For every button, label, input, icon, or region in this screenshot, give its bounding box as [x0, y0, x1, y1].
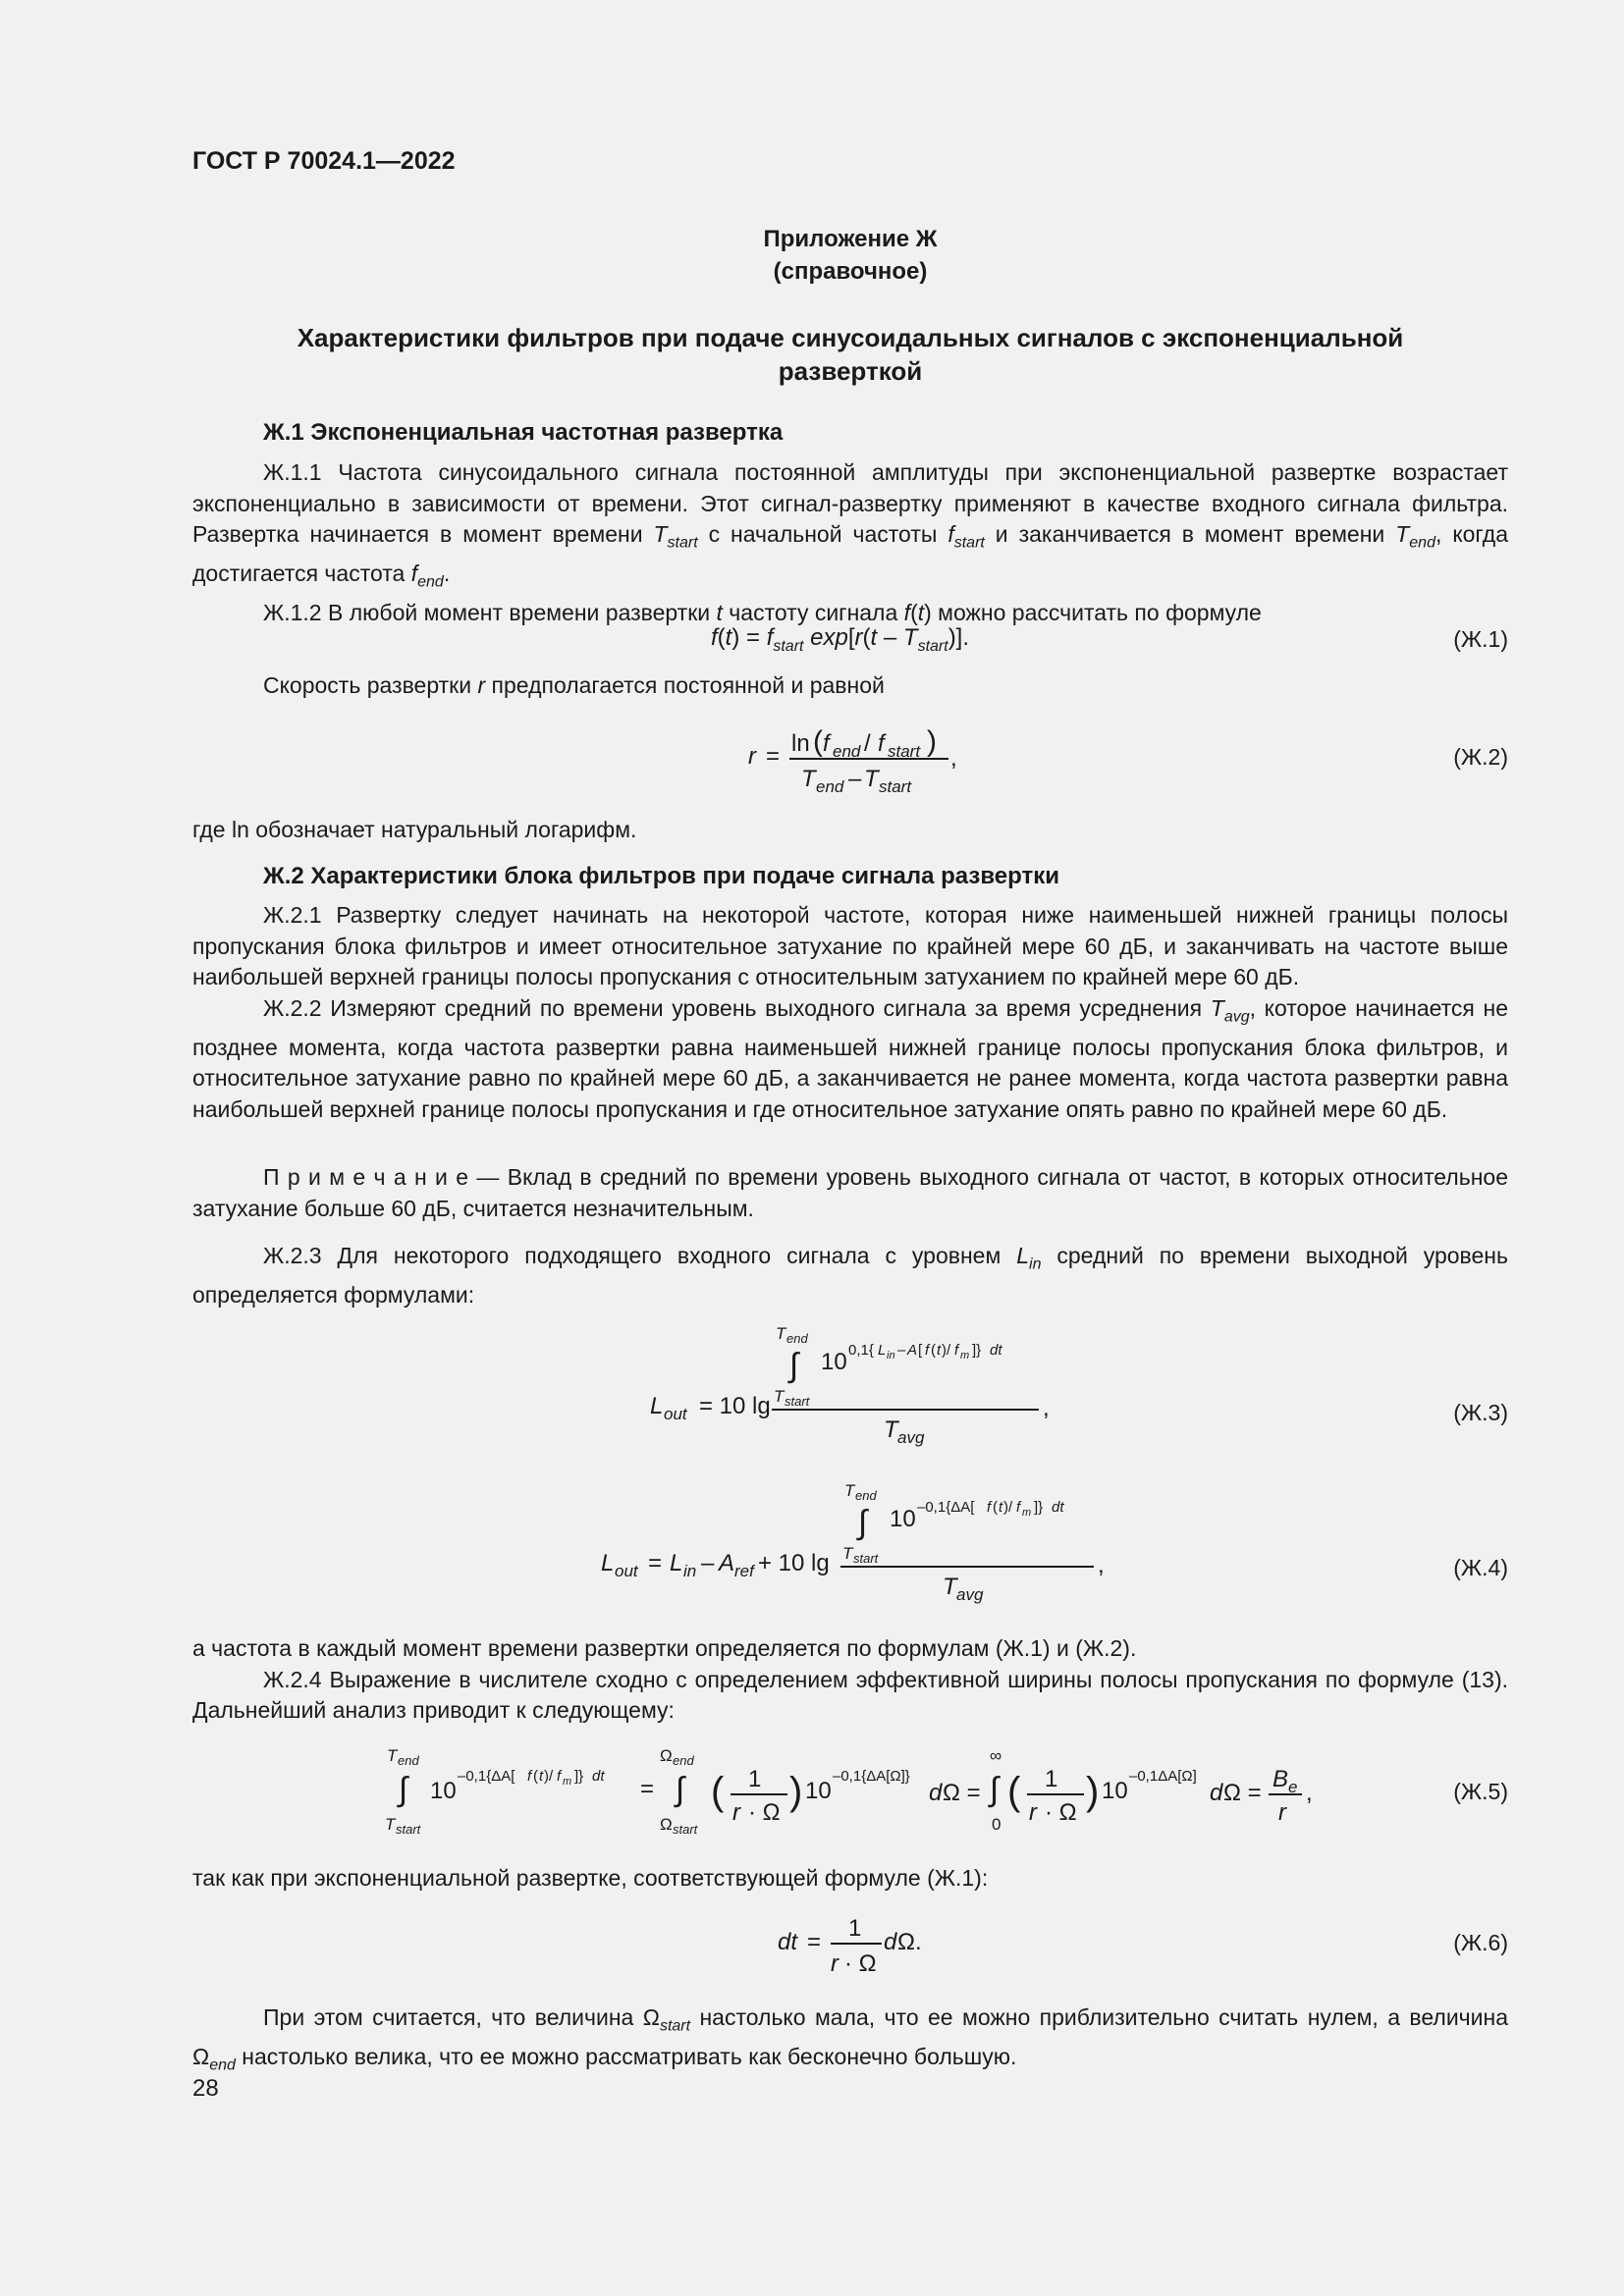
- svg-text:t: t: [999, 1499, 1003, 1516]
- appendix-type: (справочное): [773, 258, 928, 285]
- svg-text:–: –: [701, 1550, 715, 1576]
- equation-number: (Ж.6): [1453, 1930, 1508, 1955]
- svg-text:–: –: [897, 1342, 906, 1359]
- svg-text:(: (: [931, 1342, 936, 1359]
- svg-text:T: T: [801, 766, 816, 792]
- text-run: а частота в каждый момент времени развертки определяется по формулам (Ж.1) и (Ж.2).: [192, 1635, 1137, 1661]
- svg-text:10: 10: [1102, 1778, 1128, 1804]
- svg-text:out: out: [664, 1405, 687, 1423]
- svg-text:/: /: [864, 730, 871, 757]
- svg-text:T: T: [943, 1574, 957, 1600]
- svg-text:t: t: [937, 1342, 942, 1359]
- document-header: ГОСТ Р 70024.1—2022: [192, 147, 456, 175]
- svg-text:dt: dt: [778, 1929, 798, 1955]
- equation-number: (Ж.2): [1453, 744, 1508, 770]
- section-2-paragraph-4: [192, 1633, 1508, 1727]
- svg-text:10: 10: [430, 1778, 457, 1804]
- svg-text:Ω: Ω: [660, 1815, 673, 1834]
- formula-zh6: [766, 1904, 943, 1983]
- svg-text:m: m: [563, 1776, 572, 1788]
- text-run: Ж.2.3 Для некоторого подходящего входного сигнала с уровнем: [263, 1243, 1017, 1268]
- svg-text:–0,1ΔA[Ω]: –0,1ΔA[Ω]: [1129, 1768, 1197, 1785]
- equation-number: (Ж.1): [1453, 626, 1508, 652]
- svg-text:· Ω: · Ω: [748, 1799, 781, 1826]
- svg-text:–0,1{ΔA[Ω]}: –0,1{ΔA[Ω]}: [833, 1768, 910, 1785]
- svg-text:f: f: [954, 1342, 959, 1359]
- svg-text:t: t: [539, 1768, 544, 1785]
- formula-zh1: $f(t) = f_{start}$ $\exp[r(t - T_{start})]$.: [711, 624, 970, 655]
- svg-text:dt: dt: [592, 1768, 605, 1785]
- text-run: , которое начинается не позднее момента, когда частота развертки равна наименьшей нижней границе полосы пропускания блока фильтров, и относительное затухание равно по крайней мере 60 дБ, а заканчивается не ранее момента, когда частота развертки равна наибольшей верхней границе полосы пропускания и где относительное затухание опять равно по крайней мере 60 дБ.: [192, 994, 1508, 1122]
- svg-text:T: T: [884, 1416, 898, 1443]
- svg-text:B: B: [1272, 1766, 1289, 1792]
- appendix-label: Приложение Ж: [763, 226, 938, 252]
- section-1-paragraph-4: [192, 815, 1508, 846]
- text-run: с начальной частоты: [697, 521, 948, 547]
- svg-text:)/: )/: [1003, 1499, 1013, 1516]
- section-1-paragraph-3: Скорость развертки r предполагается постоянной и равной: [263, 672, 885, 698]
- svg-text:r: r: [1029, 1799, 1037, 1826]
- svg-text:avg: avg: [956, 1585, 984, 1604]
- svg-text:(: (: [813, 725, 823, 758]
- svg-text:10: 10: [821, 1349, 847, 1375]
- svg-text:end: end: [816, 777, 844, 796]
- svg-text:L: L: [878, 1342, 887, 1359]
- svg-text:): ): [1086, 1770, 1100, 1813]
- svg-text:end: end: [855, 1488, 877, 1503]
- svg-text:∫: ∫: [858, 1504, 868, 1541]
- svg-text:d: d: [884, 1929, 897, 1955]
- svg-text:T: T: [842, 1544, 853, 1563]
- svg-text:d: d: [929, 1780, 943, 1806]
- svg-text:r: r: [748, 743, 756, 770]
- svg-text:(: (: [993, 1499, 998, 1516]
- svg-text:10: 10: [890, 1506, 916, 1532]
- equation-number: (Ж.5): [1453, 1779, 1508, 1804]
- svg-text:f: f: [1016, 1499, 1021, 1516]
- svg-text:end: end: [673, 1753, 694, 1768]
- svg-text:f: f: [878, 730, 885, 757]
- svg-text:–: –: [848, 766, 862, 792]
- text-run: настолько мала, что ее можно приблизительно считать нулем, а величина: [690, 2004, 1508, 2030]
- svg-text:e: e: [1288, 1778, 1298, 1796]
- text-run: , когда достигается частота: [192, 521, 1508, 587]
- svg-text:,: ,: [1043, 1395, 1050, 1421]
- svg-text:1: 1: [848, 1915, 862, 1942]
- svg-text:∫: ∫: [399, 1771, 408, 1808]
- svg-text:f: f: [557, 1768, 562, 1785]
- text-run: частоту сигнала: [722, 600, 904, 626]
- svg-text:]}: ]}: [1034, 1499, 1044, 1516]
- svg-text:m: m: [1022, 1507, 1032, 1519]
- svg-text:Ω =: Ω =: [943, 1780, 981, 1806]
- svg-text:T: T: [776, 1324, 786, 1343]
- text-run: Скорость развертки: [263, 672, 478, 698]
- svg-text:Ω: Ω: [660, 1746, 673, 1765]
- svg-text:start: start: [396, 1822, 421, 1837]
- svg-text:f: f: [527, 1768, 532, 1785]
- text-run: Ж.2.1 Развертку следует начинать на некоторой частоте, которая ниже наименьшей нижней границы полосы пропускания блока фильтров и имеет относительное затухание по крайней мере 60 дБ, и заканчивать на частоте выше наибольшей верхней границы полосы пропускания с относительным затуханием по крайней мере 60 дБ.: [192, 902, 1508, 989]
- svg-text:,: ,: [950, 745, 957, 772]
- text-run: так как при экспоненциальной развертке, соответствующей формуле (Ж.1):: [192, 1865, 989, 1891]
- svg-text:,: ,: [1098, 1552, 1105, 1578]
- svg-text:r: r: [1278, 1799, 1286, 1826]
- svg-text:f: f: [925, 1342, 930, 1359]
- text-run: где ln обозначает натуральный логарифм.: [192, 817, 637, 842]
- svg-text:· Ω: · Ω: [1045, 1799, 1077, 1826]
- appendix-title: [192, 321, 1508, 388]
- text-run: При этом считается, что величина: [263, 2004, 643, 2030]
- svg-text:m: m: [960, 1350, 970, 1362]
- text-run: предполагается постоянной и равной: [485, 672, 885, 698]
- svg-text:[: [: [918, 1342, 923, 1359]
- svg-text:=: =: [807, 1929, 822, 1955]
- svg-text:∫: ∫: [990, 1771, 1000, 1808]
- svg-text:–0,1{ΔA[: –0,1{ΔA[: [458, 1768, 515, 1785]
- svg-text:(: (: [1007, 1770, 1021, 1813]
- text-run: Ж.1.2 В любой момент времени развертки: [263, 600, 717, 626]
- svg-text:Ω =: Ω =: [1223, 1780, 1262, 1806]
- svg-text:ln: ln: [791, 730, 810, 757]
- equation-number: (Ж.4): [1453, 1555, 1508, 1580]
- svg-text:Ω.: Ω.: [897, 1929, 922, 1955]
- note: [192, 1162, 1508, 1224]
- svg-text:=: =: [640, 1776, 655, 1802]
- text-run: Ж.2.2 Измеряют средний по времени уровень выходного сигнала за время усреднения: [263, 994, 1211, 1021]
- svg-text:in: in: [887, 1350, 895, 1362]
- svg-text:1: 1: [1045, 1766, 1058, 1792]
- svg-text:]}: ]}: [972, 1342, 982, 1359]
- svg-text:d: d: [1210, 1780, 1223, 1806]
- section-heading-1: Ж.1 Экспоненциальная частотная развертка: [263, 419, 784, 446]
- title-line-1: Характеристики фильтров при подаче синусоидальных сигналов с экспоненциальной: [297, 323, 1404, 352]
- text-run: можно рассчитать по формуле: [931, 600, 1262, 626]
- svg-text:T: T: [385, 1815, 396, 1834]
- svg-text:]}: ]}: [574, 1768, 584, 1785]
- svg-text:end: end: [786, 1331, 808, 1346]
- formula-zh5: [373, 1739, 1335, 1847]
- equation-number: (Ж.3): [1453, 1400, 1508, 1425]
- svg-text:A: A: [907, 1342, 918, 1359]
- svg-text:f: f: [823, 730, 830, 757]
- note-text: — Вклад в средний по времени уровень выходного сигнала от частот, в которых относительное затухание больше 60 дБ, считается незначительным.: [192, 1164, 1508, 1221]
- svg-text:start: start: [853, 1551, 879, 1566]
- title-line-2: разверткой: [778, 356, 923, 386]
- text-run: настолько велика, что ее можно рассматривать как бесконечно большую.: [235, 2044, 1017, 2070]
- svg-text:T: T: [387, 1746, 398, 1765]
- text-run: и заканчивается в момент времени: [984, 521, 1396, 547]
- svg-text:T: T: [864, 766, 879, 792]
- svg-text:+ 10 lg: + 10 lg: [758, 1550, 830, 1576]
- svg-text:∫: ∫: [676, 1771, 685, 1808]
- svg-text:L: L: [601, 1550, 615, 1576]
- svg-text:): ): [789, 1770, 803, 1813]
- formula-zh4: [589, 1472, 1119, 1610]
- svg-text:)/: )/: [544, 1768, 554, 1785]
- section-2-paragraph-7: При этом считается, что величина $\Omega_{start}$ настолько мала, что ее можно приблизительно считать нулем, а величина $\Omega_{end}$ настолько велика, что ее можно рассматривать как бесконечно большую.: [192, 2004, 1508, 2074]
- svg-text:start: start: [673, 1822, 698, 1837]
- svg-text:=: =: [648, 1550, 663, 1576]
- svg-text:0: 0: [992, 1815, 1001, 1834]
- svg-text:L: L: [670, 1550, 683, 1576]
- svg-text:1: 1: [748, 1766, 762, 1792]
- svg-text:L: L: [650, 1393, 664, 1419]
- section-2-paragraph-6: [192, 1863, 1508, 1895]
- svg-text:(: (: [533, 1768, 538, 1785]
- section-2-paragraphs: Ж.2.1 Развертку следует начинать на некоторой частоте, которая ниже наименьшей нижней границы полосы пропускания блока фильтров и имеет относительное затухание по крайней мере 60 дБ, и заканчивать на частоте выше наибольшей верхней границы полосы пропускания с относительным затуханием по крайней мере 60 дБ. Ж.2.2 Измеряют средний по времени уровень выходного сигнала за время усреднения $T_{avg}$, которое начинается не позднее момента, когда частота развертки равна наименьшей нижней границе полосы пропускания блока фильтров, и относительное затухание равно по крайней мере 60 дБ, а заканчивается не ранее момента, когда частота развертки равна наибольшей верхней границе полосы пропускания и где относительное затухание опять равно по крайней мере 60 дБ.: [192, 902, 1508, 1122]
- svg-text:r: r: [732, 1799, 740, 1826]
- svg-text:ref: ref: [734, 1562, 754, 1580]
- svg-text:start: start: [879, 777, 912, 796]
- svg-text:,: ,: [1306, 1780, 1313, 1806]
- text-run: средний по времени выходной уровень определяется формулами:: [192, 1243, 1508, 1308]
- svg-text:): ): [927, 725, 937, 758]
- svg-text:∞: ∞: [990, 1746, 1002, 1765]
- svg-text:end: end: [833, 742, 861, 761]
- svg-text:0,1{: 0,1{: [848, 1342, 874, 1359]
- svg-text:dt: dt: [990, 1342, 1002, 1359]
- svg-text:10: 10: [805, 1778, 832, 1804]
- svg-text:A: A: [719, 1550, 735, 1576]
- svg-text:T: T: [844, 1481, 855, 1500]
- svg-text:=: =: [766, 743, 781, 770]
- text-run: Ж.1.1 Частота синусоидального сигнала постоянной амплитуды при экспоненциальной развертке возрастает экспоненциально в зависимости от времени. Этот сигнал-развертку применяют в качестве входного сигнала фильтра. Развертка начинается в момент времени: [192, 459, 1508, 547]
- note-label: П р и м е ч а н и е: [263, 1164, 469, 1190]
- section-1-paragraph-1: Ж.1.1 Частота синусоидального сигнала постоянной амплитуды при экспоненциальной развертке возрастает экспоненциально в зависимости от времени. Этот сигнал-развертку применяют в качестве входного сигнала фильтра. Развертка начинается в момент времени $T_{start}$ с начальной частоты $f_{start}$ и заканчивается в момент времени $T_{end}$, когда достигается частота $f_{end}$. Ж.1.2 В любой момент времени развертки t частоту сигнала f(t) можно рассчитать по формуле: [192, 459, 1508, 626]
- svg-text:in: in: [683, 1562, 697, 1580]
- svg-text:avg: avg: [897, 1428, 925, 1447]
- section-2-paragraph-3: Ж.2.3 Для некоторого подходящего входного сигнала с уровнем $L_{in}$ средний по времени выходной уровень определяется формулами:: [192, 1243, 1508, 1308]
- text-run: Ж.2.4 Выражение в числителе сходно с определением эффективной ширины полосы пропускания по формуле (13). Дальнейший анализ приводит к следующему:: [192, 1666, 1508, 1723]
- svg-text:–0,1{ΔA[: –0,1{ΔA[: [917, 1499, 975, 1516]
- svg-text:T: T: [774, 1387, 785, 1406]
- svg-text:r: r: [831, 1950, 839, 1977]
- svg-text:∫: ∫: [789, 1347, 799, 1384]
- svg-text:(: (: [711, 1770, 725, 1813]
- svg-text:end: end: [398, 1753, 419, 1768]
- page-number: 28: [192, 2075, 219, 2102]
- svg-text:f: f: [987, 1499, 992, 1516]
- formula-zh2: [736, 709, 972, 807]
- svg-text:· Ω: · Ω: [844, 1950, 877, 1977]
- svg-text:out: out: [615, 1562, 638, 1580]
- svg-text:start: start: [785, 1394, 810, 1409]
- svg-text:)/: )/: [942, 1342, 951, 1359]
- svg-text:= 10 lg: = 10 lg: [699, 1393, 771, 1419]
- svg-text:start: start: [888, 742, 921, 761]
- section-heading-2: Ж.2 Характеристики блока фильтров при подаче сигнала развертки: [263, 863, 1059, 889]
- formula-zh3: [638, 1315, 1080, 1453]
- svg-text:dt: dt: [1052, 1499, 1064, 1516]
